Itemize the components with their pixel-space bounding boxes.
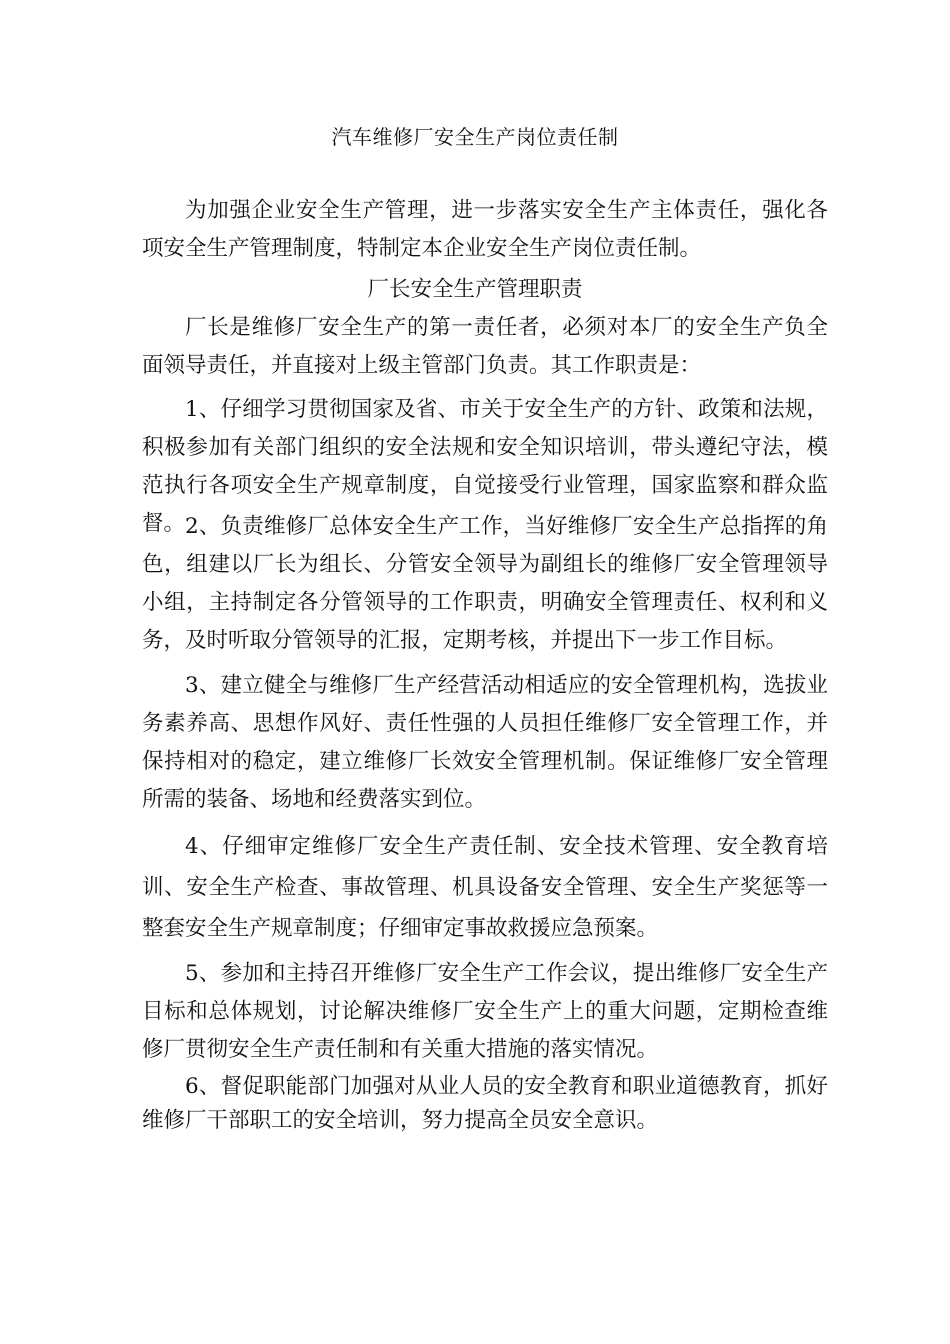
- duty-item-4: 4、仔细审定维修厂安全生产责任制、安全技术管理、安全教育培训、安全生产检查、事故管理、机具设备安全管理、安全生产奖惩等一整套安全生产规章制度；仔细审定事故救援应急预案。: [142, 834, 828, 941]
- duty-item-6: 6、督促职能部门加强对从业人员的安全教育和职业道德教育，抓好维修厂干部职工的安全培训，努力提高全员安全意识。: [142, 1074, 828, 1133]
- duty-item-5: 5、参加和主持召开维修厂安全生产工作会议，提出维修厂安全生产目标和总体规划，讨论解决维修厂安全生产上的重大问题，定期检查维修厂贯彻安全生产责任制和有关重大措施的落实情况。: [142, 961, 828, 1062]
- duty-item-1: 1、仔细学习贯彻国家及省、市关于安全生产的方针、政策和法规，积极参加有关部门组织的安全法规和安全知识培训，带头遵纪守法，模范执行各项安全生产规章制度，自觉接受行业管理，国家监察和群众监督。: [142, 397, 828, 536]
- lead-paragraph: 厂长是维修厂安全生产的第一责任者，必须对本厂的安全生产负全面领导责任，并直接对上级主管部门负责。其工作职责是：: [142, 315, 828, 378]
- duty-item-3: 3、建立健全与维修厂生产经营活动相适应的安全管理机构，选拔业务素养高、思想作风好、责任性强的人员担任维修厂安全管理工作，并保持相对的稳定，建立维修厂长效安全管理机制。保证维修厂安全管理所需的装备、场地和经费落实到位。: [142, 673, 828, 812]
- document-title: 汽车维修厂安全生产岗位责任制: [331, 125, 619, 149]
- duty-item-2: 2、负责维修厂总体安全生产工作，当好维修厂安全生产总指挥的角色，组建以厂长为组长、分管安全领导为副组长的维修厂安全管理领导小组，主持制定各分管领导的工作职责，明确安全管理责任、权利和义务，及时听取分管领导的汇报，定期考核，并提出下一步工作目标。: [142, 514, 828, 653]
- section-heading: 厂长安全生产管理职责: [367, 277, 583, 302]
- intro-paragraph: 为加强企业安全生产管理，进一步落实安全生产主体责任，强化各项安全生产管理制度，特制定本企业安全生产岗位责任制。: [142, 198, 828, 261]
